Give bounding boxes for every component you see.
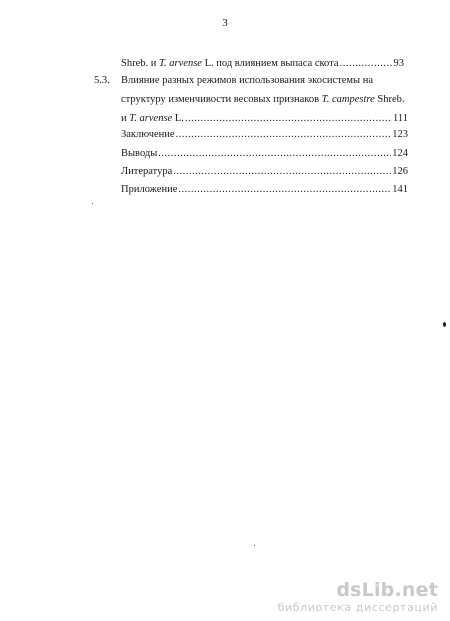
toc-item-appendix (121, 183, 408, 197)
toc-item-literature (121, 165, 408, 179)
toc-page-number: 111 (393, 113, 408, 124)
watermark-subtitle: библиотека диссертаций (277, 601, 438, 614)
toc-item-label: Литература (121, 166, 173, 177)
toc-entry-label: Shreb. и T. arvense L. под влиянием выпаса скота (121, 58, 339, 69)
toc-item-label: Выводы (121, 148, 158, 159)
toc-item-conclusion (121, 128, 408, 142)
scan-speck (254, 545, 255, 546)
scan-speck (92, 203, 93, 204)
toc-entry-title-line2: структуру изменчивости весовых признаков T. campestre Shreb. (121, 94, 405, 105)
dot-leader (185, 112, 392, 126)
watermark-logo: dsLib.net (336, 579, 438, 601)
dot-leader (340, 57, 393, 71)
watermark (278, 579, 438, 615)
toc-entry-title-line3 (121, 112, 408, 126)
toc-entry-label: и T. arvense L. (121, 113, 184, 124)
toc-page-number: 93 (393, 58, 404, 69)
toc-item-findings (121, 147, 408, 161)
dot-leader (178, 183, 391, 197)
scan-speck (443, 322, 446, 327)
toc-entry-continuation (121, 57, 404, 71)
toc-page-number: 141 (392, 184, 408, 195)
dot-leader (173, 165, 391, 179)
toc-item-label: Приложение (121, 184, 178, 195)
toc-page-number: 124 (392, 148, 408, 159)
section-number: 5.3. (94, 75, 110, 86)
dot-leader (158, 147, 391, 161)
page-number: 3 (222, 17, 228, 29)
dot-leader (176, 128, 392, 142)
toc-page-number: 126 (392, 166, 408, 177)
toc-entry-title-line1: Влияние разных режимов использования экосистемы на (121, 75, 374, 86)
toc-page-number: 123 (392, 129, 408, 140)
toc-item-label: Заключение (121, 129, 175, 140)
